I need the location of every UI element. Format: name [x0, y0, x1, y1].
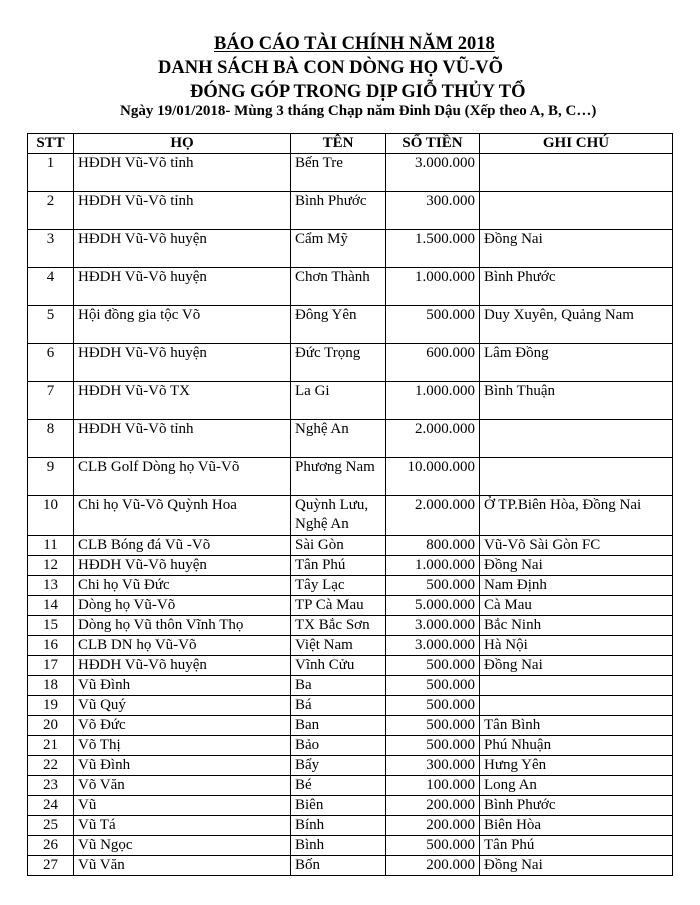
cell-ghi-chu: [480, 154, 673, 192]
cell-ho: Vũ Ngọc: [74, 836, 291, 856]
cell-ho: Vũ Quý: [74, 696, 291, 716]
cell-so-tien: 600.000: [386, 344, 480, 382]
cell-ho: HĐDH Vũ-Võ huyện: [74, 656, 291, 676]
cell-stt: 14: [28, 596, 74, 616]
table-row: [28, 696, 673, 716]
cell-ghi-chu: Bình Phước: [480, 268, 673, 306]
cell-ho: Vũ Tá: [74, 816, 291, 836]
cell-stt: 23: [28, 776, 74, 796]
table-row: [28, 596, 673, 616]
cell-ho: HĐDH Vũ-Võ huyện: [74, 268, 291, 306]
cell-stt: 25: [28, 816, 74, 836]
header-ghi-chu: GHI CHÚ: [480, 134, 673, 154]
table-row: [28, 306, 673, 344]
table-body: [28, 154, 673, 876]
cell-ghi-chu: [480, 192, 673, 230]
cell-so-tien: 200.000: [386, 796, 480, 816]
cell-ghi-chu: Ở TP.Biên Hòa, Đồng Nai: [480, 496, 673, 536]
cell-ghi-chu: Đồng Nai: [480, 656, 673, 676]
cell-so-tien: 5.000.000: [386, 596, 480, 616]
cell-ghi-chu: Đồng Nai: [480, 856, 673, 876]
table-row: [28, 576, 673, 596]
cell-ten: Chơn Thành: [291, 268, 386, 306]
cell-so-tien: 100.000: [386, 776, 480, 796]
cell-ten: Bính: [291, 816, 386, 836]
cell-stt: 4: [28, 268, 74, 306]
cell-ten: Tân Phú: [291, 556, 386, 576]
cell-ho: Võ Đức: [74, 716, 291, 736]
cell-ghi-chu: Cà Mau: [480, 596, 673, 616]
cell-so-tien: 300.000: [386, 756, 480, 776]
cell-ho: HĐDH Vũ-Võ tỉnh: [74, 420, 291, 458]
cell-ho: CLB Golf Dòng họ Vũ-Võ: [74, 458, 291, 496]
cell-ten: Quỳnh Lưu, Nghệ An: [291, 496, 386, 536]
cell-stt: 10: [28, 496, 74, 536]
cell-so-tien: 300.000: [386, 192, 480, 230]
cell-ghi-chu: [480, 696, 673, 716]
cell-ten: La Gi: [291, 382, 386, 420]
cell-so-tien: 1.000.000: [386, 268, 480, 306]
cell-ghi-chu: Vũ-Võ Sài Gòn FC: [480, 536, 673, 556]
cell-so-tien: 500.000: [386, 836, 480, 856]
report-date-line: Ngày 19/01/2018- Mùng 3 tháng Chạp năm Đinh Dậu (Xếp theo A, B, C…): [120, 103, 597, 119]
cell-so-tien: 200.000: [386, 856, 480, 876]
cell-stt: 26: [28, 836, 74, 856]
cell-ten: Nghệ An: [291, 420, 386, 458]
cell-ten: Đức Trọng: [291, 344, 386, 382]
cell-ghi-chu: Bình Thuận: [480, 382, 673, 420]
cell-ghi-chu: Đồng Nai: [480, 556, 673, 576]
cell-ghi-chu: [480, 458, 673, 496]
cell-so-tien: 500.000: [386, 306, 480, 344]
cell-so-tien: 500.000: [386, 696, 480, 716]
header-so-tien: SỐ TIỀN: [386, 134, 480, 154]
table-row: [28, 816, 673, 836]
cell-so-tien: 800.000: [386, 536, 480, 556]
cell-ghi-chu: Đồng Nai: [480, 230, 673, 268]
cell-ho: Võ Thị: [74, 736, 291, 756]
cell-ten: Cẩm Mỹ: [291, 230, 386, 268]
cell-so-tien: 10.000.000: [386, 458, 480, 496]
cell-so-tien: 1.500.000: [386, 230, 480, 268]
cell-so-tien: 500.000: [386, 716, 480, 736]
cell-ho: HĐDH Vũ-Võ tỉnh: [74, 154, 291, 192]
cell-stt: 16: [28, 636, 74, 656]
cell-so-tien: 3.000.000: [386, 636, 480, 656]
cell-stt: 13: [28, 576, 74, 596]
cell-stt: 20: [28, 716, 74, 736]
cell-ho: HĐDH Vũ-Võ huyện: [74, 556, 291, 576]
cell-ten: Bình Phước: [291, 192, 386, 230]
table-row: [28, 230, 673, 268]
cell-stt: 12: [28, 556, 74, 576]
cell-so-tien: 1.000.000: [386, 556, 480, 576]
cell-ten: Tây Lạc: [291, 576, 386, 596]
table-row: [28, 656, 673, 676]
table-row: [28, 796, 673, 816]
cell-stt: 11: [28, 536, 74, 556]
cell-ho: HĐDH Vũ-Võ huyện: [74, 230, 291, 268]
cell-stt: 5: [28, 306, 74, 344]
cell-ho: Chi họ Vũ-Võ Quỳnh Hoa: [74, 496, 291, 536]
cell-ghi-chu: Biên Hòa: [480, 816, 673, 836]
cell-ten: Đông Yên: [291, 306, 386, 344]
cell-stt: 2: [28, 192, 74, 230]
table-row: [28, 676, 673, 696]
cell-ho: Chi họ Vũ Đức: [74, 576, 291, 596]
table-row: [28, 836, 673, 856]
cell-ghi-chu: Duy Xuyên, Quảng Nam: [480, 306, 673, 344]
cell-so-tien: 200.000: [386, 816, 480, 836]
cell-stt: 19: [28, 696, 74, 716]
table-row: [28, 268, 673, 306]
cell-ghi-chu: Long An: [480, 776, 673, 796]
cell-so-tien: 2.000.000: [386, 496, 480, 536]
cell-ho: Vũ Đình: [74, 676, 291, 696]
cell-stt: 18: [28, 676, 74, 696]
cell-so-tien: 500.000: [386, 676, 480, 696]
table-header-row: [28, 134, 673, 154]
cell-ho: Vũ Văn: [74, 856, 291, 876]
cell-ten: Biên: [291, 796, 386, 816]
table-row: [28, 344, 673, 382]
cell-ten: Bến Tre: [291, 154, 386, 192]
cell-so-tien: 3.000.000: [386, 616, 480, 636]
table-row: [28, 636, 673, 656]
cell-stt: 27: [28, 856, 74, 876]
header-ho: HỌ: [74, 134, 291, 154]
cell-ten: Ban: [291, 716, 386, 736]
cell-ten: Bá: [291, 696, 386, 716]
cell-ghi-chu: Hưng Yên: [480, 756, 673, 776]
cell-ho: CLB DN họ Vũ-Võ: [74, 636, 291, 656]
cell-ho: HĐDH Vũ-Võ TX: [74, 382, 291, 420]
table-row: [28, 382, 673, 420]
cell-ho: Dòng họ Vũ thôn Vĩnh Thọ: [74, 616, 291, 636]
cell-so-tien: 500.000: [386, 576, 480, 596]
cell-stt: 7: [28, 382, 74, 420]
report-title: BÁO CÁO TÀI CHÍNH NĂM 2018: [214, 34, 495, 54]
cell-stt: 17: [28, 656, 74, 676]
cell-stt: 21: [28, 736, 74, 756]
table-row: [28, 192, 673, 230]
cell-stt: 9: [28, 458, 74, 496]
table-row: [28, 556, 673, 576]
cell-so-tien: 1.000.000: [386, 382, 480, 420]
cell-ten: Ba: [291, 676, 386, 696]
table-row: [28, 756, 673, 776]
cell-so-tien: 500.000: [386, 656, 480, 676]
cell-ghi-chu: Lâm Đồng: [480, 344, 673, 382]
cell-ghi-chu: [480, 420, 673, 458]
cell-stt: 1: [28, 154, 74, 192]
cell-stt: 3: [28, 230, 74, 268]
cell-ghi-chu: Nam Định: [480, 576, 673, 596]
cell-ten: Sài Gòn: [291, 536, 386, 556]
cell-ghi-chu: Phú Nhuận: [480, 736, 673, 756]
cell-ghi-chu: Tân Bình: [480, 716, 673, 736]
cell-ho: CLB Bóng đá Vũ -Võ: [74, 536, 291, 556]
cell-ho: HĐDH Vũ-Võ tỉnh: [74, 192, 291, 230]
cell-ghi-chu: [480, 676, 673, 696]
cell-ten: Việt Nam: [291, 636, 386, 656]
report-title-list: DANH SÁCH BÀ CON DÒNG HỌ VŨ-VÕ: [158, 58, 504, 78]
table-row: [28, 496, 673, 536]
cell-ghi-chu: Bình Phước: [480, 796, 673, 816]
table-row: [28, 536, 673, 556]
report-title-occasion: ĐÓNG GÓP TRONG DỊP GIỖ THỦY TỔ: [190, 82, 526, 102]
contribution-table: [27, 133, 673, 876]
cell-ten: TP Cà Mau: [291, 596, 386, 616]
header-stt: STT: [28, 134, 74, 154]
table-row: [28, 736, 673, 756]
cell-so-tien: 500.000: [386, 736, 480, 756]
table-row: [28, 716, 673, 736]
cell-ten: Bẩy: [291, 756, 386, 776]
table-row: [28, 616, 673, 636]
table-row: [28, 776, 673, 796]
cell-ten: Phương Nam: [291, 458, 386, 496]
cell-stt: 24: [28, 796, 74, 816]
table-row: [28, 856, 673, 876]
cell-ho: Hội đồng gia tộc Võ: [74, 306, 291, 344]
cell-ghi-chu: Tân Phú: [480, 836, 673, 856]
table-row: [28, 154, 673, 192]
cell-ho: Vũ: [74, 796, 291, 816]
cell-ten: TX Bắc Sơn: [291, 616, 386, 636]
cell-stt: 8: [28, 420, 74, 458]
cell-so-tien: 3.000.000: [386, 154, 480, 192]
cell-ho: HĐDH Vũ-Võ huyện: [74, 344, 291, 382]
cell-so-tien: 2.000.000: [386, 420, 480, 458]
cell-stt: 15: [28, 616, 74, 636]
cell-ten: Bình: [291, 836, 386, 856]
cell-ten: Bé: [291, 776, 386, 796]
table-row: [28, 420, 673, 458]
cell-ten: Bốn: [291, 856, 386, 876]
cell-ho: Dòng họ Vũ-Võ: [74, 596, 291, 616]
cell-ghi-chu: Hà Nội: [480, 636, 673, 656]
cell-ten: Vĩnh Cửu: [291, 656, 386, 676]
cell-ghi-chu: Bắc Ninh: [480, 616, 673, 636]
cell-ho: Vũ Đình: [74, 756, 291, 776]
cell-stt: 6: [28, 344, 74, 382]
table-row: [28, 458, 673, 496]
cell-ho: Võ Văn: [74, 776, 291, 796]
cell-stt: 22: [28, 756, 74, 776]
cell-ten: Bảo: [291, 736, 386, 756]
header-ten: TÊN: [291, 134, 386, 154]
